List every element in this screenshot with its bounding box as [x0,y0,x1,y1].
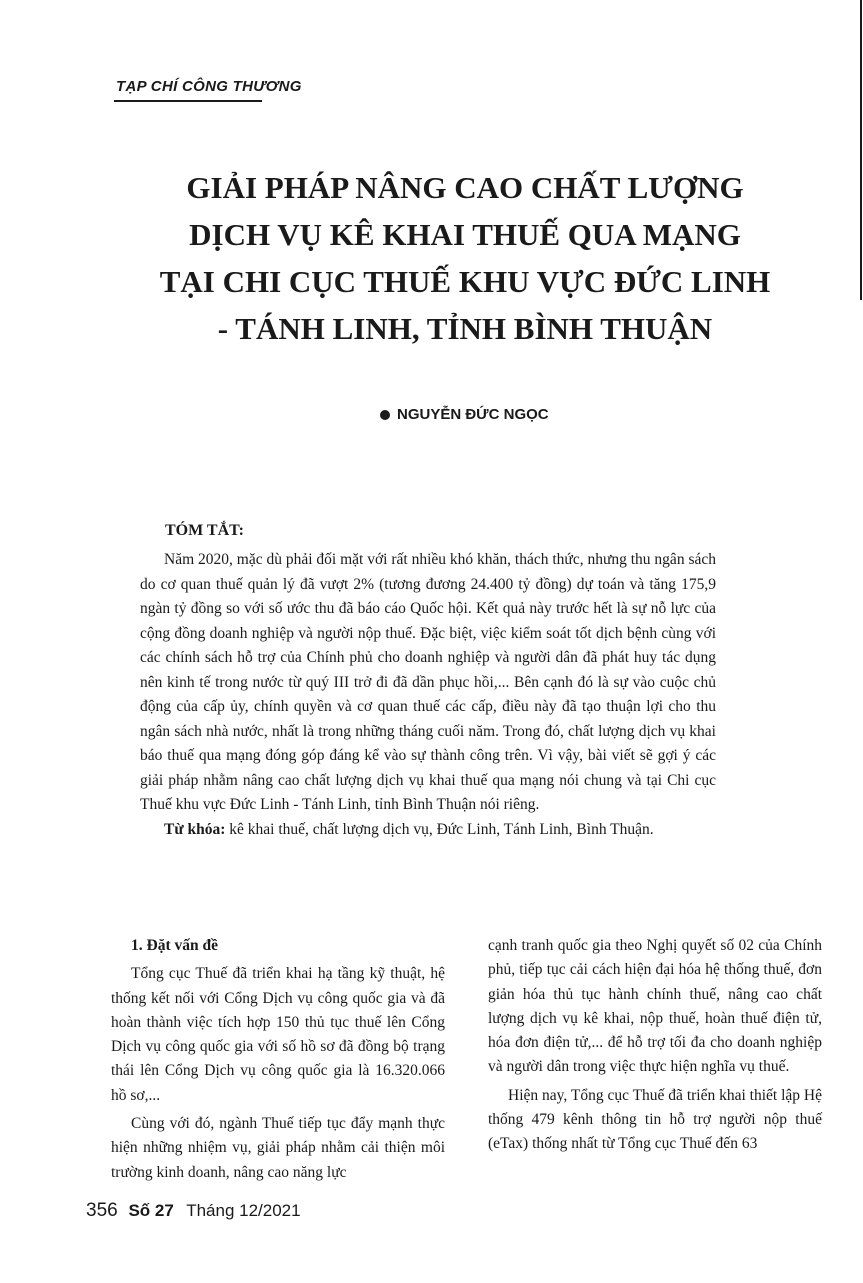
author-byline [380,406,549,423]
title-line-1: GIẢI PHÁP NÂNG CAO CHẤT LƯỢNG [186,170,744,205]
keywords-label: Từ khóa: [164,820,226,838]
issue-date: Tháng 12/2021 [186,1201,301,1220]
body-paragraph: Tổng cục Thuế đã triển khai hạ tầng kỹ thuật, hệ thống kết nối với Cổng Dịch vụ công quốc gia và đã hoàn thành việc tích hợp 150 thủ tục thuế lên Cổng Dịch vụ công quốc gia với số hồ sơ đã đồng bộ trạng thái lên Cổng Dịch vụ công quốc gia là 16.320.066 hồ sơ,... [111,965,445,1104]
body-paragraph: Hiện nay, Tổng cục Thuế đã triển khai thiết lập Hệ thống 479 kênh thông tin hỗ trợ người nộp thuế (eTax) thống nhất từ Tổng cục Thuế đến 63 [488,1086,822,1153]
body-column-left [111,934,445,1189]
journal-name: TẠP CHÍ CÔNG THƯƠNG [116,78,302,95]
bullet-icon [380,410,390,420]
abstract [140,548,716,842]
title-line-2: DỊCH VỤ KÊ KHAI THUẾ QUA MẠNG [189,217,741,252]
abstract-body: Năm 2020, mặc dù phải đối mặt với rất nhiều khó khăn, thách thức, nhưng thu ngân sách do cơ quan thuế quản lý đã vượt 2% (tương đương 24.400 tỷ đồng) dự toán và tăng 175,9 ngàn tỷ đồng so với số ước thu đã báo cáo Quốc hội. Kết quả này trước hết là sự nỗ lực của cộng đồng doanh nghiệp và người nộp thuế. Đặc biệt, việc kiểm soát tốt dịch bệnh cùng với các chính sách hỗ trợ của Chính phủ cho doanh nghiệp và người dân đã phát huy tác dụng nên kinh tế trong nước từ quý III trở đi đã dần phục hồi,... Bên cạnh đó là sự vào cuộc chủ động của cấp ủy, chính quyền và cơ quan thuế các cấp, điều này đã tạo thuận lợi cho thu ngân sách nhà nước, nhất là trong những tháng cuối năm. Trong đó, chất lượng dịch vụ khai báo thuế qua mạng đóng góp đáng kể vào sự thành công trên. Vì vậy, bài viết sẽ gợi ý các giải pháp nhằm nâng cao chất lượng dịch vụ khai thuế qua mạng nói chung và tại Chi cục Thuế khu vực Đức Linh - Tánh Linh, tỉnh Bình Thuận nói riêng. [140,551,716,813]
page-footer [86,1200,301,1222]
body-paragraph: Cùng với đó, ngành Thuế tiếp tục đẩy mạnh thực hiện những nhiệm vụ, giải pháp nhằm cải thiện môi trường kinh doanh, nâng cao năng lực [111,1115,445,1181]
article-title [150,164,780,352]
author-name: NGUYỄN ĐỨC NGỌC [397,406,549,423]
page-number: 356 [86,1200,118,1221]
title-line-4: - TÁNH LINH, TỈNH BÌNH THUẬN [217,311,713,346]
margin-rule [860,0,862,300]
abstract-heading: TÓM TẮT: [165,522,244,539]
body-column-right [488,934,822,1161]
title-line-3: TẠI CHI CỤC THUẾ KHU VỰC ĐỨC LINH [159,264,771,299]
issue-number: Số 27 [128,1201,174,1220]
header-rule [114,100,262,102]
section-heading: 1. Đặt vấn đề [131,937,218,954]
keywords [140,818,716,843]
keywords-text: kê khai thuế, chất lượng dịch vụ, Đức Linh, Tánh Linh, Bình Thuận. [229,820,654,838]
body-paragraph: cạnh tranh quốc gia theo Nghị quyết số 02 của Chính phủ, tiếp tục cải cách hiện đại hóa hệ thống thuế, đơn giản hóa thủ tục hành chính thuế, nâng cao chất lượng dịch vụ kê khai, nộp thuế, hoàn thuế điện tử, hóa đơn điện tử,... để hỗ trợ tối đa cho doanh nghiệp và người dân trong việc thực hiện nghĩa vụ thuế. [488,937,822,1076]
